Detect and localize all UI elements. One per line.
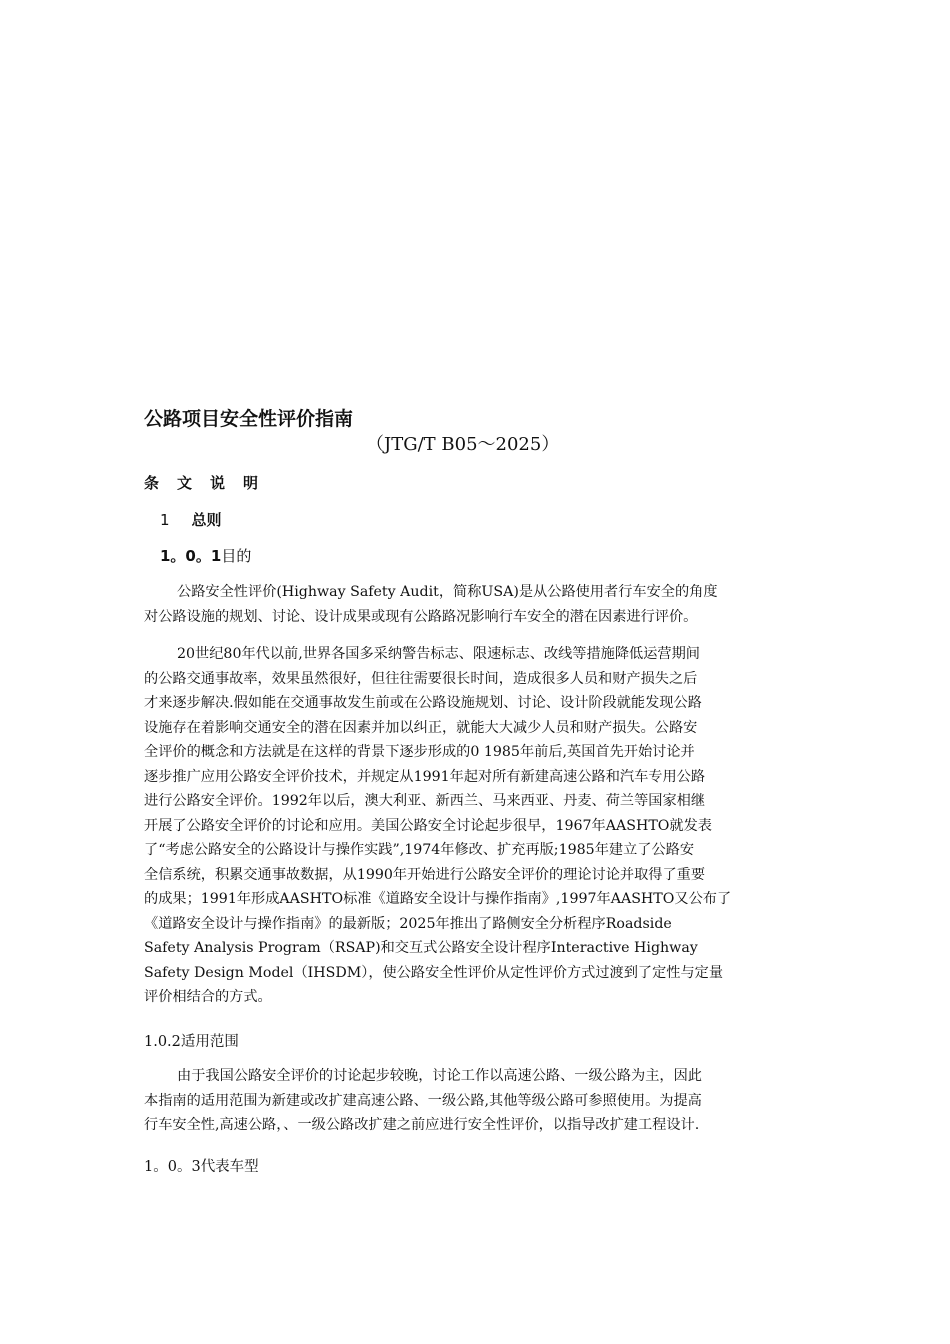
section-title: 目的 [221,547,252,565]
section-heading [144,1030,239,1051]
paragraph-line: 行车安全性,高速公路，、一级公路改扩建之前应进行安全性评价，以指导改扩建工程设计. [144,1117,700,1133]
document-title: 公路项目安全性评价指南 [144,408,354,430]
paragraph-line: 全评价的概念和方法就是在这样的背景下逐步形成的0 1985年前后,英国首先开始讨论并 [144,744,695,760]
paragraph-line: 才来逐步解决.假如能在交通事故发生前或在公路设施规划、讨论、设计阶段就能发现公路 [144,695,702,711]
paragraph-history [144,642,812,1010]
chapter-heading [160,509,222,530]
paragraph-line: 全信系统，积累交通事故数据，从1990年开始进行公路安全评价的理论讨论并取得了重要 [144,866,706,883]
paragraph-line: 《道路安全设计与操作指南》的最新版；2025年推出了路侧安全分析程序Roadside [144,915,672,932]
paragraph-line: 的成果；1991年形成AASHTO标准《道路安全设计与操作指南》,1997年AASHTO又公布了 [144,891,732,907]
explanation-heading: 条文说明 [144,474,277,492]
paragraph-line: 进行公路安全评价。1992年以后，澳大利亚、新西兰、马来西亚、丹麦、荷兰等国家相继 [144,793,706,809]
paragraph-line: 逐步推广应用公路安全评价技术，并规定从1991年起对所有新建高速公路和汽车专用公路 [144,768,706,785]
paragraph-line: 评价相结合的方式。 [144,989,272,1005]
paragraph-line: Safety Design Model（IHSDM），使公路安全性评价从定性评价方式过渡到了定性与定量 [144,964,724,981]
paragraph-line: 20世纪80年代以前,世界各国多采纳警告标志、限速标志、改线等措施降低运营期间 [177,646,700,662]
section-number: 1。0。1 [160,547,222,565]
paragraph-line: Safety Analysis Program（RSAP)和交互式公路安全设计程序Interactive Highway [144,940,698,956]
paragraph-line: 对公路设施的规划、讨论、设计成果或现有公路路况影响行车安全的潜在因素进行评价。 [144,608,698,625]
chapter-number: 1 [160,511,170,529]
section-title: 代表车型 [200,1159,259,1175]
section-title: 适用范围 [180,1034,239,1050]
paragraph-line: 的公路交通事故率，效果虽然很好，但往往需要很长时间，造成很多人员和财产损失之后 [144,670,698,687]
paragraph-purpose [144,580,812,629]
paragraph-line: 由于我国公路安全评价的讨论起步较晚，讨论工作以高速公路、一级公路为主，因此 [177,1068,702,1084]
section-number: 1。0。3 [144,1159,201,1175]
chapter-title: 总则 [191,511,222,529]
paragraph-line: 设施存在着影响交通安全的潜在因素并加以纠正，就能大大减少人员和财产损失。公路安 [144,719,698,736]
paragraph-line: 开展了公路安全评价的讨论和应用。美国公路安全讨论起步很早，1967年AASHTO就发表 [144,817,712,834]
section-heading [144,1155,259,1176]
section-number: 1.0.2 [144,1034,181,1050]
paragraph-scope [144,1064,812,1138]
paragraph-line: 公路安全性评价(Highway Safety Audit，简称USA)是从公路使用者行车安全的角度 [177,584,718,600]
section-heading [160,545,251,566]
standard-code: （JTG/T B05～2025） [366,434,560,455]
paragraph-line: 本指南的适用范围为新建或改扩建高速公路、一级公路,其他等级公路可参照使用。为提高 [144,1092,702,1109]
paragraph-line: 了“考虑公路安全的公路设计与操作实践”,1974年修改、扩充再版;1985年建立了公路安 [144,842,695,858]
